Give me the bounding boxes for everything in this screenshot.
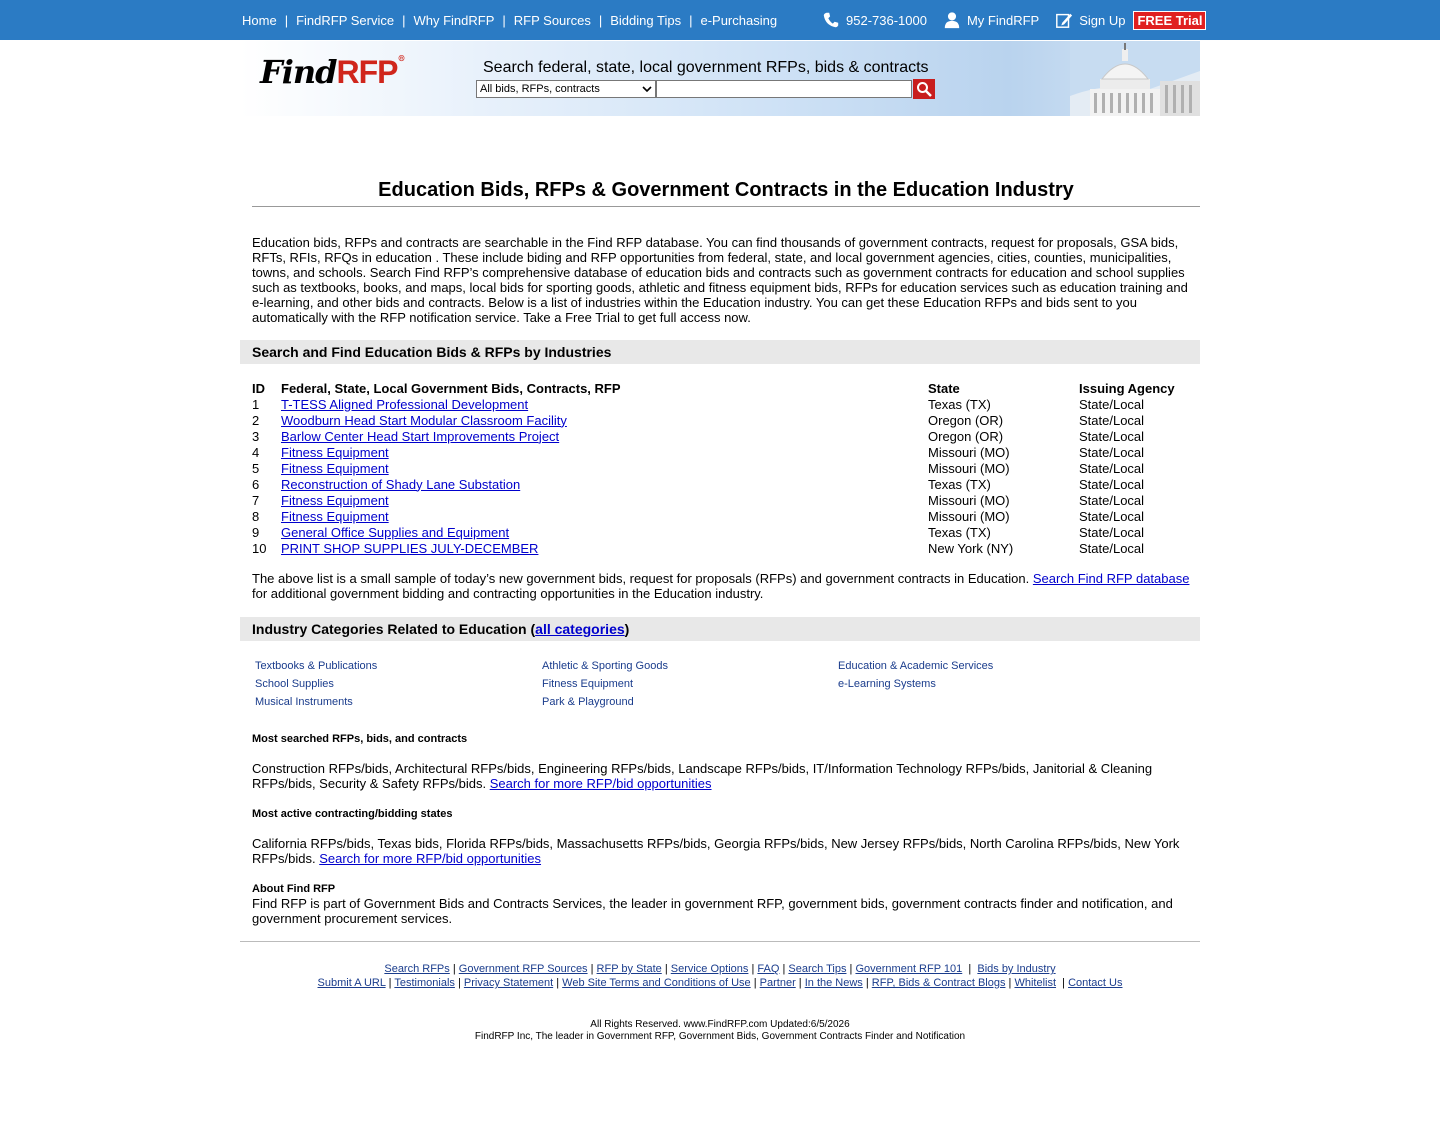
search-database-link[interactable]: Search Find RFP database bbox=[1032, 571, 1190, 586]
nav-separator: | bbox=[689, 12, 693, 28]
column-header-state: State bbox=[928, 380, 960, 396]
column-header-name: Federal, State, Local Government Bids, Contracts, RFP bbox=[281, 380, 621, 396]
row-id: 9 bbox=[252, 524, 260, 540]
page-title: Education Bids, RFPs & Government Contracts in the Education Industry bbox=[252, 179, 1200, 207]
row-id: 4 bbox=[252, 444, 260, 460]
bid-link[interactable]: Fitness Equipment bbox=[281, 492, 389, 508]
bid-link[interactable]: General Office Supplies and Equipment bbox=[281, 524, 510, 540]
most-active-link[interactable]: Search for more RFP/bid opportunities bbox=[319, 851, 542, 866]
most-searched-text: Construction RFPs/bids, Architectural RFPs/bids, Engineering RFPs/bids, Landscape RFPs/bids, IT/Information Technology RFPs/bids, Janitorial & Cleaning RFPs/bids, Security & Safety RFPs/bids. bbox=[252, 761, 1153, 791]
sign-up-label: Sign Up bbox=[1079, 12, 1126, 28]
row-agency: State/Local bbox=[1079, 460, 1145, 476]
footer-link-privacy[interactable]: Privacy Statement bbox=[463, 977, 554, 989]
sign-up-link[interactable] bbox=[1055, 11, 1125, 29]
free-trial-button[interactable]: FREE Trial bbox=[1133, 11, 1206, 30]
phone-number: 952-736-1000 bbox=[846, 12, 927, 28]
user-icon bbox=[943, 11, 961, 29]
search-category-select[interactable] bbox=[476, 80, 656, 98]
bid-link[interactable]: Barlow Center Head Start Improvements Project bbox=[281, 428, 560, 444]
table-row bbox=[252, 492, 1200, 508]
header-banner bbox=[240, 41, 1200, 116]
top-nav-bar bbox=[0, 0, 1440, 40]
bids-summary bbox=[252, 571, 1200, 601]
nav-rfp-sources[interactable]: RFP Sources bbox=[513, 12, 591, 28]
bid-link[interactable]: Fitness Equipment bbox=[281, 444, 389, 460]
logo-registered-mark: ® bbox=[397, 53, 405, 63]
nav-why-findrfp[interactable]: Why FindRFP bbox=[413, 12, 495, 28]
copyright-text: All Rights Reserved. www.FindRFP.com Updated:6/5/2026 bbox=[590, 1019, 850, 1030]
chevron-down-icon bbox=[642, 85, 652, 93]
footer-link-partner[interactable]: Partner bbox=[759, 977, 796, 989]
row-agency: State/Local bbox=[1079, 444, 1145, 460]
category-link[interactable]: School Supplies bbox=[255, 678, 334, 690]
footer-link-submit-url[interactable]: Submit A URL bbox=[317, 977, 386, 989]
category-link[interactable]: e-Learning Systems bbox=[838, 678, 936, 690]
my-findrfp-label: My FindRFP bbox=[966, 12, 1040, 28]
about-heading: About Find RFP bbox=[252, 883, 336, 895]
bids-summary-text: The above list is a small sample of today’s new government bids, request for proposals (RFPs) and government contracts in Education. bbox=[252, 571, 1030, 586]
most-active-text: California RFPs/bids, Texas bids, Florida RFPs/bids, Massachusetts RFPs/bids, Georgia RFPs/bids, New Jersey RFPs/bids, North Carolina RFPs/bids, New York RFPs/bids. bbox=[252, 836, 1180, 866]
bid-link[interactable]: Fitness Equipment bbox=[281, 508, 389, 524]
row-state: Missouri (MO) bbox=[928, 492, 1010, 508]
row-id: 2 bbox=[252, 412, 260, 428]
category-link[interactable]: Park & Playground bbox=[542, 696, 634, 708]
row-agency: State/Local bbox=[1079, 428, 1145, 444]
phone-contact[interactable] bbox=[822, 11, 927, 29]
row-agency: State/Local bbox=[1079, 476, 1145, 492]
table-row bbox=[252, 460, 1200, 476]
bid-link[interactable]: Woodburn Head Start Modular Classroom Facility bbox=[281, 412, 567, 428]
my-findrfp-link[interactable] bbox=[943, 11, 1039, 29]
row-state: Oregon (OR) bbox=[928, 412, 1004, 428]
nav-separator: | bbox=[284, 12, 289, 28]
category-link[interactable]: Textbooks & Publications bbox=[255, 660, 378, 672]
footer-link-testimonials[interactable]: Testimonials bbox=[394, 977, 455, 989]
table-row bbox=[252, 524, 1200, 540]
footer-link-rfp-by-state[interactable]: RFP by State bbox=[596, 963, 662, 975]
column-header-agency: Issuing Agency bbox=[1079, 380, 1175, 396]
footer-link-bids-by-industry[interactable]: Bids by Industry bbox=[977, 963, 1056, 975]
row-agency: State/Local bbox=[1079, 524, 1145, 540]
most-active-heading: Most active contracting/bidding states bbox=[252, 808, 453, 820]
row-agency: State/Local bbox=[1079, 396, 1145, 412]
all-categories-link[interactable]: all categories bbox=[535, 621, 625, 637]
search-icon bbox=[916, 81, 932, 97]
row-agency: State/Local bbox=[1079, 540, 1145, 556]
row-id: 8 bbox=[252, 508, 260, 524]
footer-link-contact-us[interactable]: Contact Us bbox=[1068, 977, 1123, 989]
logo-find: Find bbox=[260, 53, 337, 91]
table-row bbox=[252, 444, 1200, 460]
row-id: 1 bbox=[252, 396, 260, 412]
footer-link-search-tips[interactable]: Search Tips bbox=[788, 963, 847, 975]
footer-link-gov-rfp-sources[interactable]: Government RFP Sources bbox=[458, 963, 588, 975]
row-state: New York (NY) bbox=[928, 540, 1014, 556]
nav-separator: | bbox=[402, 12, 406, 28]
categories-section-heading bbox=[240, 617, 1200, 641]
top-nav-links bbox=[242, 0, 777, 40]
search-input[interactable] bbox=[656, 80, 912, 98]
nav-home[interactable]: Home bbox=[242, 12, 277, 28]
row-id: 7 bbox=[252, 492, 260, 508]
most-searched-block bbox=[252, 761, 1200, 791]
capitol-building-image bbox=[1070, 41, 1200, 116]
nav-separator: | bbox=[502, 12, 506, 28]
edit-icon bbox=[1055, 11, 1073, 29]
categories-heading-suffix: ) bbox=[624, 621, 630, 637]
about-text: Find RFP is part of Government Bids and Contracts Services, the leader in government RFP, government bids, government contracts finder and notification, and government procurement services. bbox=[252, 896, 1173, 926]
category-link[interactable]: Athletic & Sporting Goods bbox=[542, 660, 668, 672]
footer-link-service-options[interactable]: Service Options bbox=[670, 963, 749, 975]
row-state: Missouri (MO) bbox=[928, 508, 1010, 524]
table-row bbox=[252, 476, 1200, 492]
row-id: 3 bbox=[252, 428, 260, 444]
bids-summary-text-2: for additional government bidding and contracting opportunities in the Education industry. bbox=[252, 586, 764, 601]
category-link[interactable]: Fitness Equipment bbox=[542, 678, 634, 690]
row-state: Missouri (MO) bbox=[928, 444, 1010, 460]
intro-paragraph: Education bids, RFPs and contracts are searchable in the Find RFP database. You can find thousands of government contracts, request for proposals, GSA bids, RFTs, RFIs, RFQs in education . These include biding and RFP opportunities from federal, state, and local government agencies, cities, counties, municipalities, towns, and schools. Search Find RFP’s comprehensive database of education bids and contracts such as government contracts for education and school supplies such as textbooks, books, and maps, local bids for sporting goods, athletic and fitness equipment bids, RFPs for education services such as education training and e-learning, and other bids and contracts. Below is a list of industries within the Education industry. You can get these Education RFPs and bids sent to you automatically with the RFP notification service. Take a Free Trial to get full access now. bbox=[252, 235, 1188, 325]
bids-section-heading: Search and Find Education Bids & RFPs by Industries bbox=[240, 340, 1200, 364]
footer-link-faq[interactable]: FAQ bbox=[757, 963, 780, 975]
most-searched-heading: Most searched RFPs, bids, and contracts bbox=[252, 733, 468, 745]
category-link[interactable]: Education & Academic Services bbox=[838, 660, 994, 672]
categories-heading-prefix: Industry Categories Related to Education ( bbox=[252, 621, 536, 637]
row-state: Oregon (OR) bbox=[928, 428, 1004, 444]
footer-links-row-2: Submit A URL | Testimonials | Privacy Statement | Web Site Terms and Conditions of Use | Partner | In the News | RFP, Bids & Contract Blogs | Whitelist | Contact Us bbox=[317, 977, 1123, 989]
column-header-id: ID bbox=[252, 380, 265, 396]
most-active-block bbox=[252, 836, 1200, 866]
footer-links-row-1: Search RFPs | Government RFP Sources | RFP by State | Service Options | FAQ | Search Tips | Government RFP 101 | Bids by Industry bbox=[384, 963, 1056, 975]
table-row bbox=[252, 412, 1200, 428]
row-id: 6 bbox=[252, 476, 260, 492]
bids-table bbox=[252, 380, 1200, 556]
footer-divider bbox=[240, 941, 1200, 942]
footer-link-terms[interactable]: Web Site Terms and Conditions of Use bbox=[562, 977, 751, 989]
table-header-row bbox=[252, 380, 1200, 396]
top-account-links bbox=[822, 0, 1206, 40]
row-id: 10 bbox=[252, 540, 267, 556]
footer-tagline: FindRFP Inc, The leader in Government RFP, Government Bids, Government Contracts Finder and Notification bbox=[474, 1031, 966, 1042]
bid-link[interactable]: PRINT SHOP SUPPLIES JULY-DECEMBER bbox=[281, 540, 539, 556]
footer-link-in-the-news[interactable]: In the News bbox=[804, 977, 863, 989]
table-row bbox=[252, 428, 1200, 444]
phone-icon bbox=[822, 11, 840, 29]
bid-link[interactable]: T-TESS Aligned Professional Development bbox=[281, 396, 529, 412]
row-state: Texas (TX) bbox=[928, 396, 991, 412]
table-row bbox=[252, 508, 1200, 524]
nav-findrfp-service[interactable]: FindRFP Service bbox=[296, 12, 395, 28]
footer-link-blogs[interactable]: RFP, Bids & Contract Blogs bbox=[871, 977, 1006, 989]
row-state: Texas (TX) bbox=[928, 476, 991, 492]
nav-bidding-tips[interactable]: Bidding Tips bbox=[610, 12, 682, 28]
search-button[interactable] bbox=[913, 79, 935, 99]
bid-link[interactable]: Fitness Equipment bbox=[281, 460, 389, 476]
bid-link[interactable]: Reconstruction of Shady Lane Substation bbox=[281, 476, 521, 492]
footer-link-gov-rfp-101[interactable]: Government RFP 101 bbox=[855, 963, 963, 975]
nav-separator: | bbox=[598, 12, 603, 28]
most-searched-link[interactable]: Search for more RFP/bid opportunities bbox=[489, 776, 712, 791]
footer-link-search-rfps[interactable]: Search RFPs bbox=[384, 963, 450, 975]
row-id: 5 bbox=[252, 460, 260, 476]
logo-rfp: RFP bbox=[336, 54, 398, 90]
category-link[interactable]: Musical Instruments bbox=[255, 696, 353, 708]
table-row bbox=[252, 396, 1200, 412]
footer-link-whitelist[interactable]: Whitelist bbox=[1014, 977, 1057, 989]
row-state: Missouri (MO) bbox=[928, 460, 1010, 476]
row-agency: State/Local bbox=[1079, 492, 1145, 508]
row-agency: State/Local bbox=[1079, 508, 1145, 524]
search-category-value: All bids, RFPs, contracts bbox=[480, 83, 600, 95]
row-agency: State/Local bbox=[1079, 412, 1145, 428]
nav-e-purchasing[interactable]: e-Purchasing bbox=[700, 12, 778, 28]
table-row bbox=[252, 540, 1200, 556]
search-title: Search federal, state, local government RFPs, bids & contracts bbox=[483, 59, 929, 76]
row-state: Texas (TX) bbox=[928, 524, 991, 540]
findrfp-logo[interactable] bbox=[260, 53, 405, 91]
main-content bbox=[252, 170, 1200, 338]
